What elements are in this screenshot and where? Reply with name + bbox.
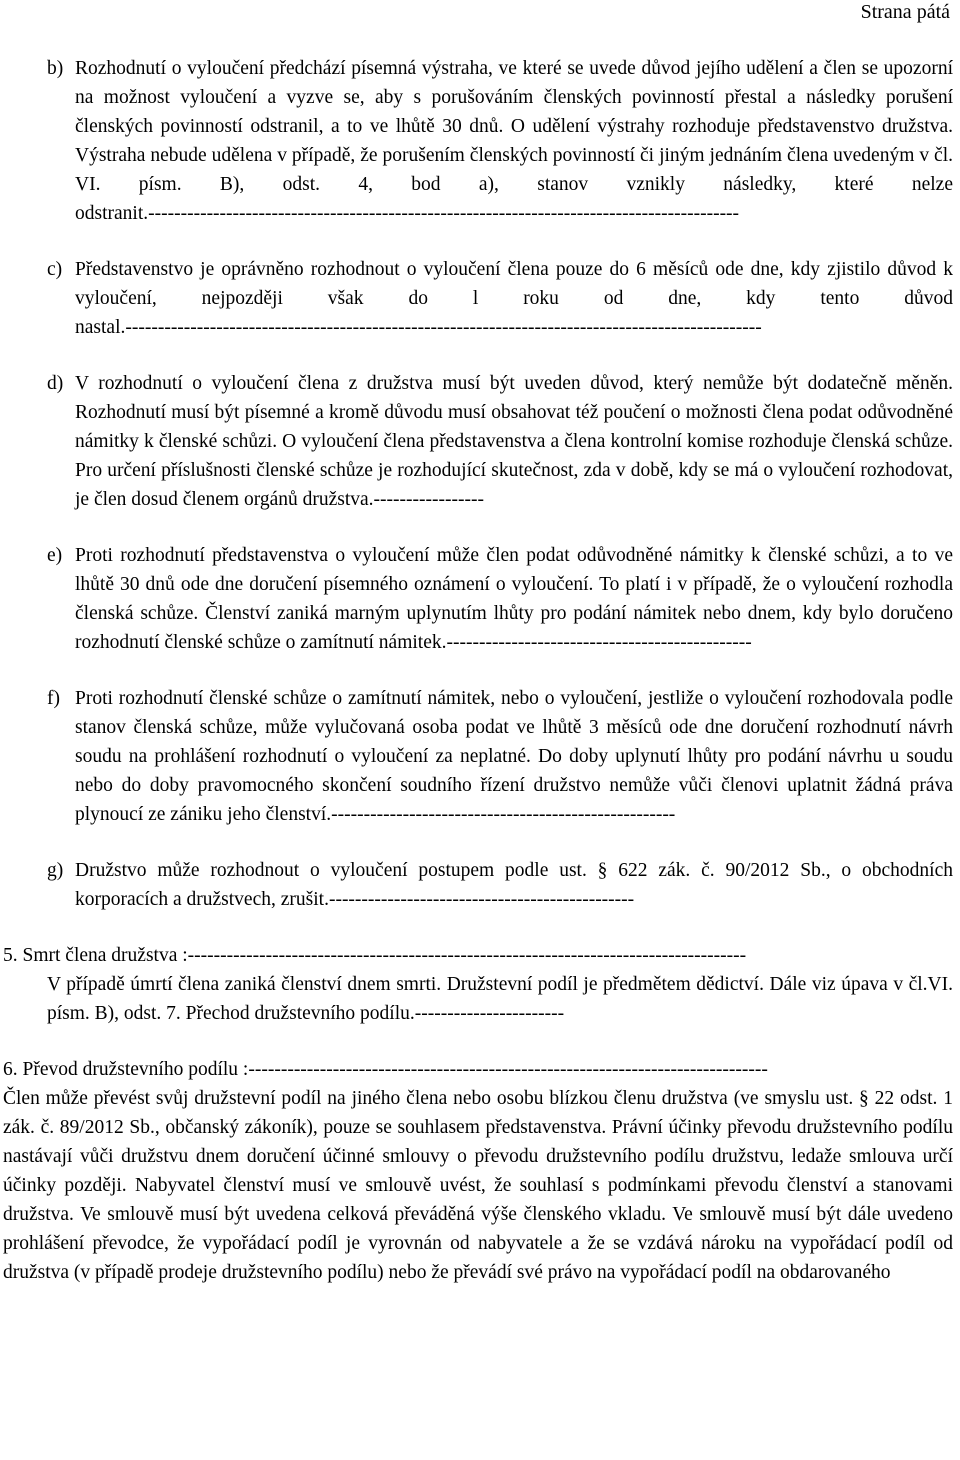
dash-filler: ----------------------------------------------- (328, 889, 635, 910)
paragraph-c (0, 255, 960, 342)
document-body (0, 54, 960, 1314)
dash-filler: ----------------------------------------------------- (331, 804, 676, 825)
section-heading-text: 6. Převod družstevního podílu : (3, 1059, 249, 1080)
item-marker: g) (47, 860, 64, 881)
section-5 (0, 941, 960, 1028)
section-heading (0, 1055, 960, 1084)
section-heading (0, 941, 960, 970)
section-text (0, 1084, 960, 1287)
item-marker: d) (47, 373, 64, 394)
section-body-text: V případě úmrtí člena zaniká členství dnem smrti. Družstevní podíl je předmětem dědictví. Dále viz úpava v čl.VI. písm. B), odst. 7. Přechod družstevního podílu. (47, 974, 953, 1024)
paragraph-d (0, 369, 960, 514)
item-marker: c) (47, 259, 63, 280)
item-marker: b) (47, 58, 64, 79)
paragraph-e (0, 541, 960, 657)
item-text: Proti rozhodnutí členské schůze o zamítnutí námitek, nebo o vyloučení, jestliže o vyloučení rozhodovala podle stanov členská schůze, může vylučovaná osoba podat ve lhůtě 3 měsíců ode dne doručení rozhodnutí návrh soudu na prohlášení rozhodnutí o vyloučení za neplatné. Do doby uplynutí lhůty pro podání návrhu u soudu nebo do doby pravomocného skončení soudního řízení družstvo nemůže vůči členovi uplatnit žádná práva plynoucí ze zániku jeho členství. (75, 688, 953, 825)
dash-filler: -------------------------------------------------------------------------------------- (187, 945, 747, 966)
item-text: Družstvo může rozhodnout o vyloučení postupem podle ust. § 622 zák. č. 90/2012 Sb., o obchodních korporacích a družstvech, zrušit. (75, 860, 953, 910)
item-marker: e) (47, 545, 63, 566)
item-text: Proti rozhodnutí představenstva o vyloučení může člen podat odůvodněné námitky k členské schůzi, a to ve lhůtě 30 dnů ode dne doručení písemného oznámení o vyloučení. To platí i v případě, že o vyloučení rozhodla členská schůze. Členství zaniká marným uplynutím lhůty pro podání námitek nebo dnem, kdy bylo doručeno rozhodnutí členské schůze o zamítnutí námitek. (75, 545, 953, 653)
paragraph-g (0, 856, 960, 914)
section-6 (0, 1055, 960, 1287)
dash-filler: -------------------------------------------------------------------------------- (248, 1059, 768, 1080)
item-marker: f) (47, 688, 60, 709)
dash-filler: ----------------------------------------------- (446, 632, 752, 653)
dash-filler: ------------------------------------------------------------------------------------------- (148, 203, 740, 224)
dash-filler: -------------------------------------------------------------------------------------------------- (125, 317, 762, 338)
page-number-label: Strana pátá (860, 1, 950, 23)
item-text: V rozhodnutí o vyloučení člena z družstva musí být uveden důvod, který nemůže být dodatečně měněn. Rozhodnutí musí být písemné a kromě důvodu musí obsahovat též poučení o možnosti člena podat odůvodněné námitky k členské schůzi. O vyloučení člena představenstva a člena kontrolní komise rozhoduje členská schůze. Pro určení příslušnosti členské schůze je rozhodující skutečnost, zda v době, kdy se má o vyloučení rozhodovat, je člen dosud členem orgánů družstva. (75, 373, 953, 510)
paragraph-f (0, 684, 960, 829)
dash-filler: ----------------------- (414, 1003, 565, 1024)
dash-filler: ----------------- (373, 489, 484, 510)
paragraph-b (0, 54, 960, 228)
section-text (0, 970, 960, 1028)
section-body-text: Člen může převést svůj družstevní podíl na jiného člena nebo osobu blízkou členu družstva (ve smyslu ust. § 22 odst. 1 zák. č. 89/2012 Sb., občanský zákoník), pouze se souhlasem představenstva. Právní účinky převodu družstevního podílu nastávají vůči družstvu dnem doručení účinné smlouvy o převodu družstevního podílu družstvu, ledaže smlouva určí účinky později. Nabyvatel členství musí ve smlouvě uvést, že souhlasí s podmínkami převodu členství a stanovami družstva. Ve smlouvě musí být uvedena celková převáděná výše členského vkladu. Ve smlouvě musí být dále uvedeno prohlášení převodce, že vypořádací podíl je vyrovnán od nabyvatele a že se vzdává nároku na vypořádací podíl od družstva (v případě prodeje družstevního podílu) nebo že převádí své právo na vypořádací podíl na obdarovaného (3, 1088, 953, 1283)
item-text: Představenstvo je oprávněno rozhodnout o vyloučení člena pouze do 6 měsíců ode dne, kdy zjistilo důvod k vyloučení, nejpozději však do l roku od dne, kdy tento důvod nastal. (75, 259, 953, 338)
item-text: Rozhodnutí o vyloučení předchází písemná výstraha, ve které se uvede důvod jejího udělení a člen se upozorní na možnost vyloučení a vyzve se, aby s porušováním členských povinností přestal a následky porušení členských povinností odstranil, a to ve lhůtě 30 dnů. O udělení výstrahy rozhoduje představenstvo družstva. Výstraha nebude udělena v případě, že porušením členských povinností či jiným jednáním člena uvedeným v čl. VI. písm. B), odst. 4, bod a), stanov vznikly následky, které nelze odstranit. (75, 58, 953, 224)
section-heading-text: 5. Smrt člena družstva : (3, 945, 188, 966)
